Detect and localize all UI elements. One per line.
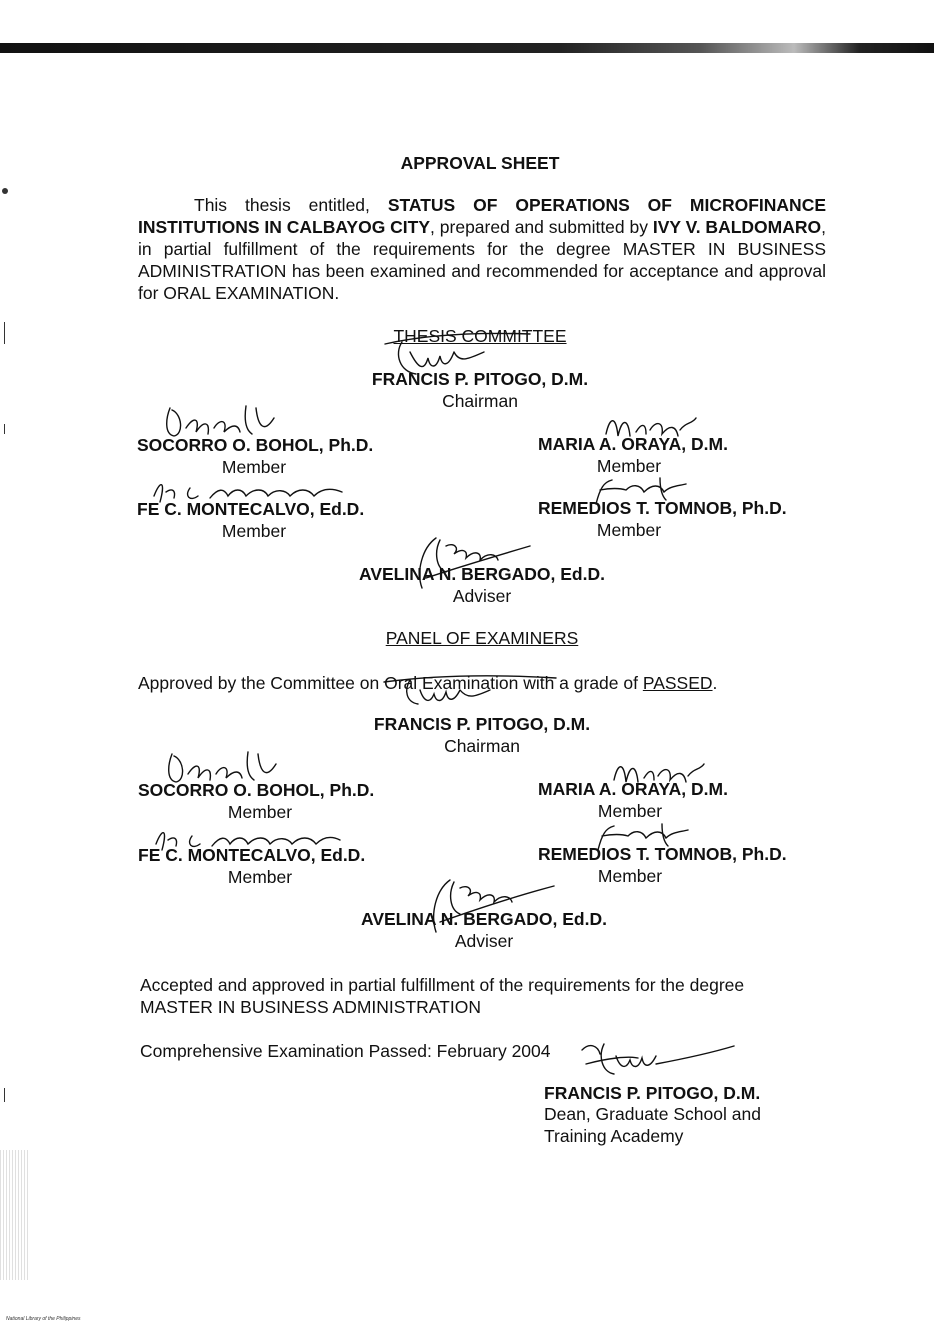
panel-member-montecalvo-name: FE C. MONTECALVO, Ed.D. — [138, 845, 366, 865]
pitogo-signature-1 — [380, 328, 540, 384]
panel-member-bohol-role: Member — [227, 802, 293, 822]
committee-member-bohol-name: SOCORRO O. BOHOL, Ph.D. — [137, 435, 374, 455]
committee-member-bohol-role: Member — [221, 457, 287, 477]
committee-member-tomnob-role: Member — [596, 520, 662, 540]
author-name: IVY V. BALDOMARO — [652, 217, 822, 237]
bohol-signature-2 — [162, 744, 282, 792]
panel-chairman-role: Chairman — [444, 736, 520, 756]
scan-speck — [4, 424, 5, 434]
committee-adviser-role: Adviser — [452, 586, 512, 606]
montecalvo-signature-1 — [146, 474, 356, 510]
committee-member-tomnob-name: REMEDIOS T. TOMNOB, Ph.D. — [538, 498, 787, 518]
committee-heading: THESIS COMMITTEE — [393, 326, 567, 346]
committee-chairman-name: FRANCIS P. PITOGO, D.M. — [371, 369, 589, 389]
page-title: APPROVAL SHEET — [400, 153, 560, 173]
dean-name: FRANCIS P. PITOGO, D.M. — [544, 1083, 761, 1103]
panel-approval-prefix: Approved by the Committee on Oral Examination with a grade of — [138, 673, 643, 693]
panel-member-tomnob-name: REMEDIOS T. TOMNOB, Ph.D. — [538, 844, 787, 864]
committee-member-montecalvo-name: FE C. MONTECALVO, Ed.D. — [137, 499, 365, 519]
thesis-title: STATUS OF OPERATIONS OF MICROFINANCE INSTITUTIONS IN CALBAYOG CITY — [138, 195, 827, 237]
committee-chairman-role: Chairman — [442, 391, 518, 411]
panel-adviser-role: Adviser — [454, 931, 514, 951]
intro-paragraph — [138, 194, 826, 304]
intro-text-3: , in partial fulfillment of the requirements for the degree MASTER IN BUSINESS ADMINISTRATION has been examined and recommended for acceptance and approval for ORAL EXAMINATION. — [138, 217, 826, 303]
panel-member-tomnob-role: Member — [597, 866, 663, 886]
panel-grade: PASSED — [642, 673, 713, 693]
panel-heading: PANEL OF EXAMINERS — [385, 628, 579, 648]
bohol-signature-1 — [160, 398, 280, 448]
tomnob-signature-2 — [592, 820, 692, 854]
bergado-signature-2 — [420, 874, 560, 938]
intro-text-1: This thesis entitled, — [194, 195, 388, 215]
scan-edge-noise — [0, 1150, 30, 1280]
committee-member-montecalvo-role: Member — [221, 521, 287, 541]
bergado-signature-1 — [406, 532, 536, 594]
panel-member-montecalvo-role: Member — [227, 867, 293, 887]
pitogo-signature-2 — [380, 670, 560, 710]
scan-speck — [4, 322, 5, 344]
committee-member-oraya-name: MARIA A. ORAYA, D.M. — [538, 434, 728, 454]
scan-edge-bar — [0, 43, 934, 53]
dean-title-line-1: Dean, Graduate School and — [544, 1104, 761, 1124]
panel-chairman-name: FRANCIS P. PITOGO, D.M. — [373, 714, 591, 734]
scan-speck — [4, 1088, 5, 1102]
committee-member-oraya-role: Member — [596, 456, 662, 476]
acceptance-line-1: Accepted and approved in partial fulfillment of the requirements for the degree — [140, 975, 745, 995]
oraya-signature-1 — [600, 410, 700, 446]
tomnob-signature-1 — [590, 474, 690, 510]
committee-adviser-name: AVELINA N. BERGADO, Ed.D. — [359, 564, 605, 584]
oraya-signature-2 — [608, 756, 708, 790]
comprehensive-exam-line: Comprehensive Examination Passed: February 2004 — [140, 1041, 551, 1061]
panel-member-bohol-name: SOCORRO O. BOHOL, Ph.D. — [138, 780, 375, 800]
panel-approval-suffix: . — [712, 673, 718, 693]
panel-member-oraya-name: MARIA A. ORAYA, D.M. — [538, 779, 728, 799]
pitogo-signature-dean — [578, 1034, 738, 1084]
scan-speck — [2, 188, 8, 194]
intro-text-2: , prepared and submitted by — [430, 217, 653, 237]
montecalvo-signature-2 — [148, 822, 348, 856]
dean-title-line-2: Training Academy — [544, 1126, 684, 1146]
panel-member-oraya-role: Member — [597, 801, 663, 821]
acceptance-line-2: MASTER IN BUSINESS ADMINISTRATION — [140, 997, 481, 1017]
panel-adviser-name: AVELINA N. BERGADO, Ed.D. — [361, 909, 607, 929]
footer-library-stamp: National Library of the Philippines — [6, 1316, 81, 1322]
